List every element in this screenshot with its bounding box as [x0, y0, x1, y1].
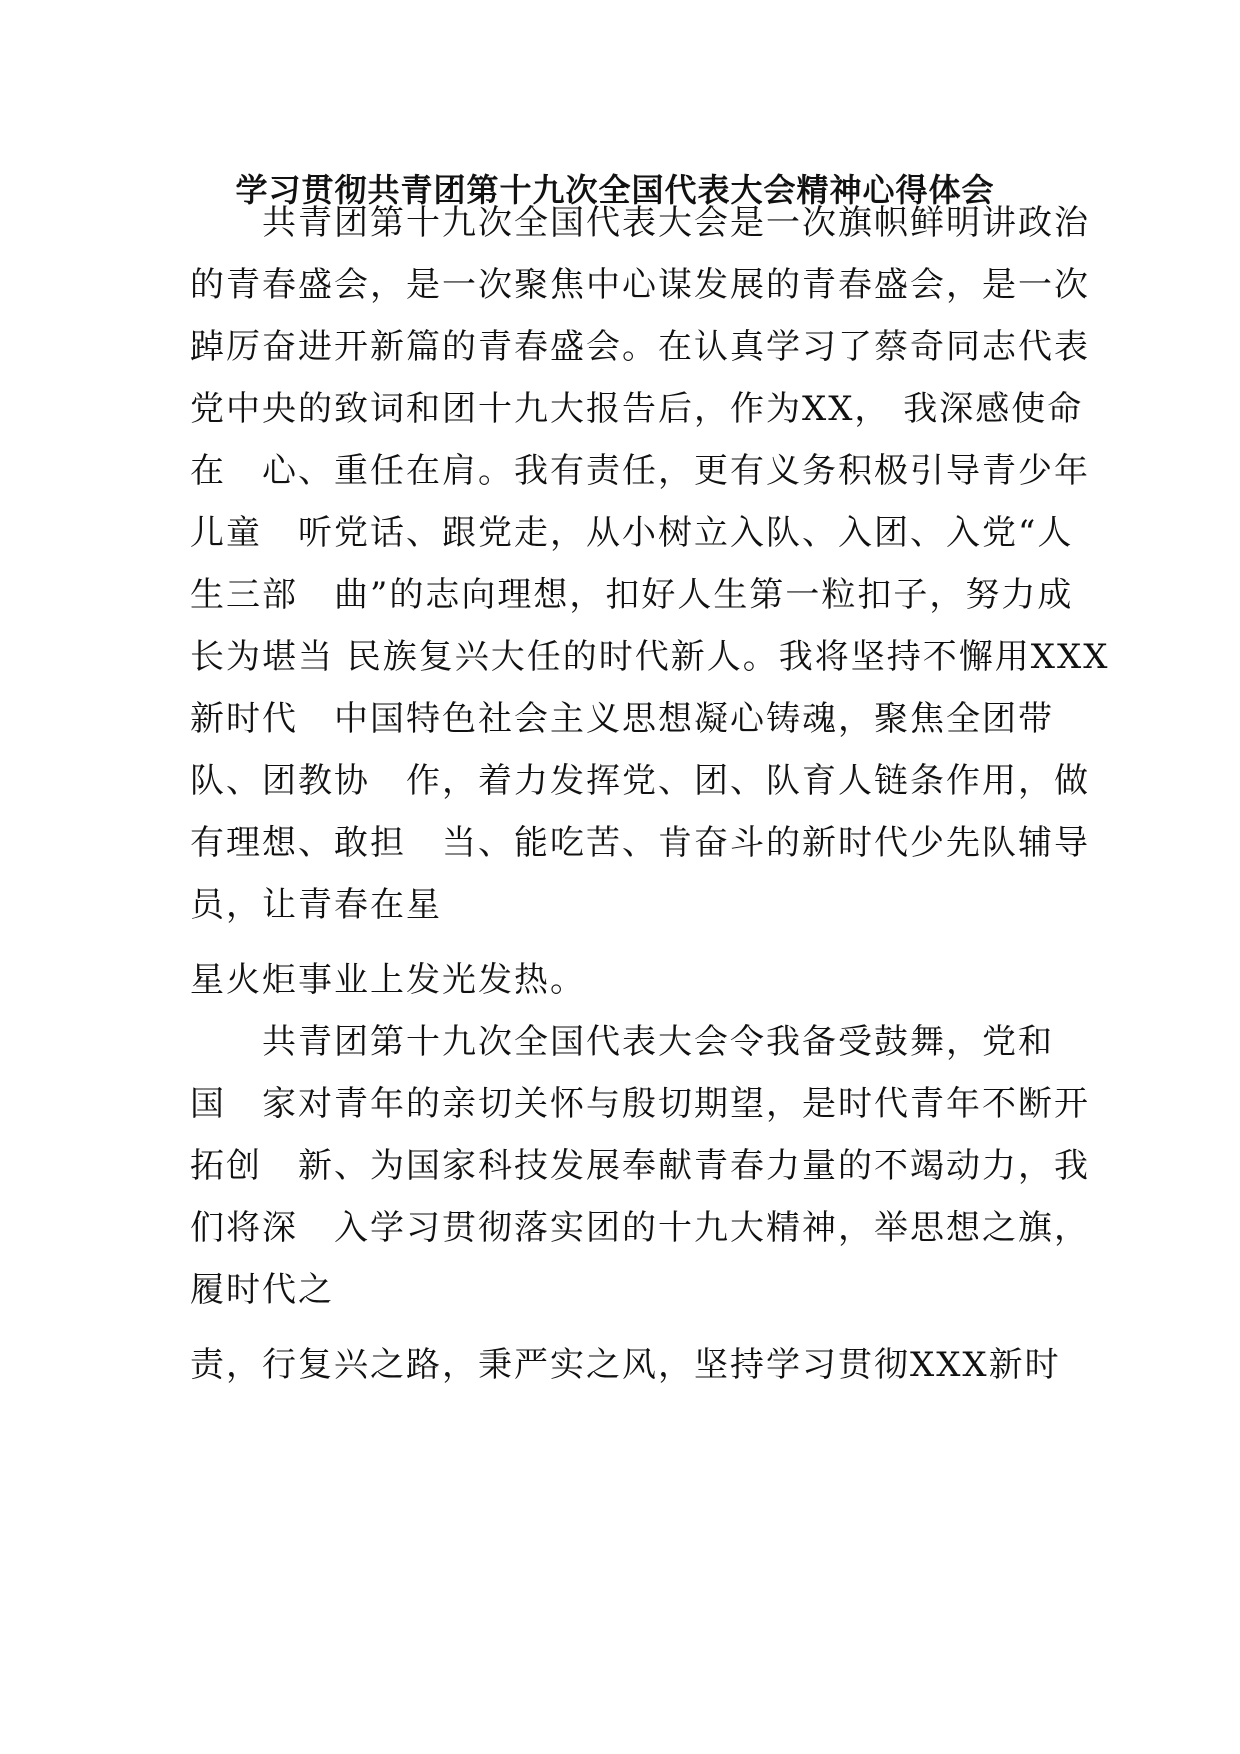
- paragraph-line: 的青春盛会，是一次聚焦中心谋发展的青春盛会，是一次: [190, 265, 1090, 305]
- paragraph-line: 生三部 曲”的志向理想，扣好人生第一粒扣子，努力成: [190, 575, 1074, 615]
- paragraph-line: 国 家对青年的亲切关怀与殷切期望，是时代青年不断开: [190, 1084, 1090, 1124]
- paragraph-line: 星火炬事业上发光发热。: [190, 960, 586, 1000]
- paragraph-line: 踔厉奋进开新篇的青春盛会。在认真学习了蔡奇同志代表: [190, 327, 1090, 367]
- paragraph-line: 队、团教协 作，着力发挥党、团、队育人链条作用，做: [190, 761, 1090, 801]
- paragraph-line: 共青团第十九次全国代表大会令我备受鼓舞，党和: [190, 1022, 1054, 1062]
- paragraph-line: 长为堪当 民族复兴大任的时代新人。我将坚持不懈用XXX: [190, 637, 1110, 677]
- paragraph-line: 在 心、重任在肩。我有责任，更有义务积极引导青少年: [190, 451, 1090, 491]
- paragraph-line: 新时代 中国特色社会主义思想凝心铸魂，聚焦全团带: [190, 699, 1054, 739]
- paragraph-line: 儿童 听党话、跟党走，从小树立入队、入团、入党“人: [190, 513, 1074, 553]
- paragraph-line: 共青团第十九次全国代表大会是一次旗帜鲜明讲政治: [190, 203, 1090, 243]
- paragraph-line: 拓创 新、为国家科技发展奉献青春力量的不竭动力，我: [190, 1146, 1090, 1186]
- paragraph-line: 党中央的致词和团十九大报告后，作为XX， 我深感使命: [190, 389, 1084, 429]
- paragraph-line: 员，让青春在星: [190, 885, 442, 925]
- paragraph-line: 们将深 入学习贯彻落实团的十九大精神，举思想之旗，: [190, 1208, 1090, 1248]
- paragraph-line: 责，行复兴之路，秉严实之风，坚持学习贯彻XXX新时: [190, 1345, 1061, 1385]
- document-title: 学习贯彻共青团第十九次全国代表大会精神心得体会: [235, 171, 995, 209]
- paragraph-line: 有理想、敢担 当、能吃苦、肯奋斗的新时代少先队辅导: [190, 823, 1090, 863]
- paragraph-line: 履时代之: [190, 1270, 334, 1310]
